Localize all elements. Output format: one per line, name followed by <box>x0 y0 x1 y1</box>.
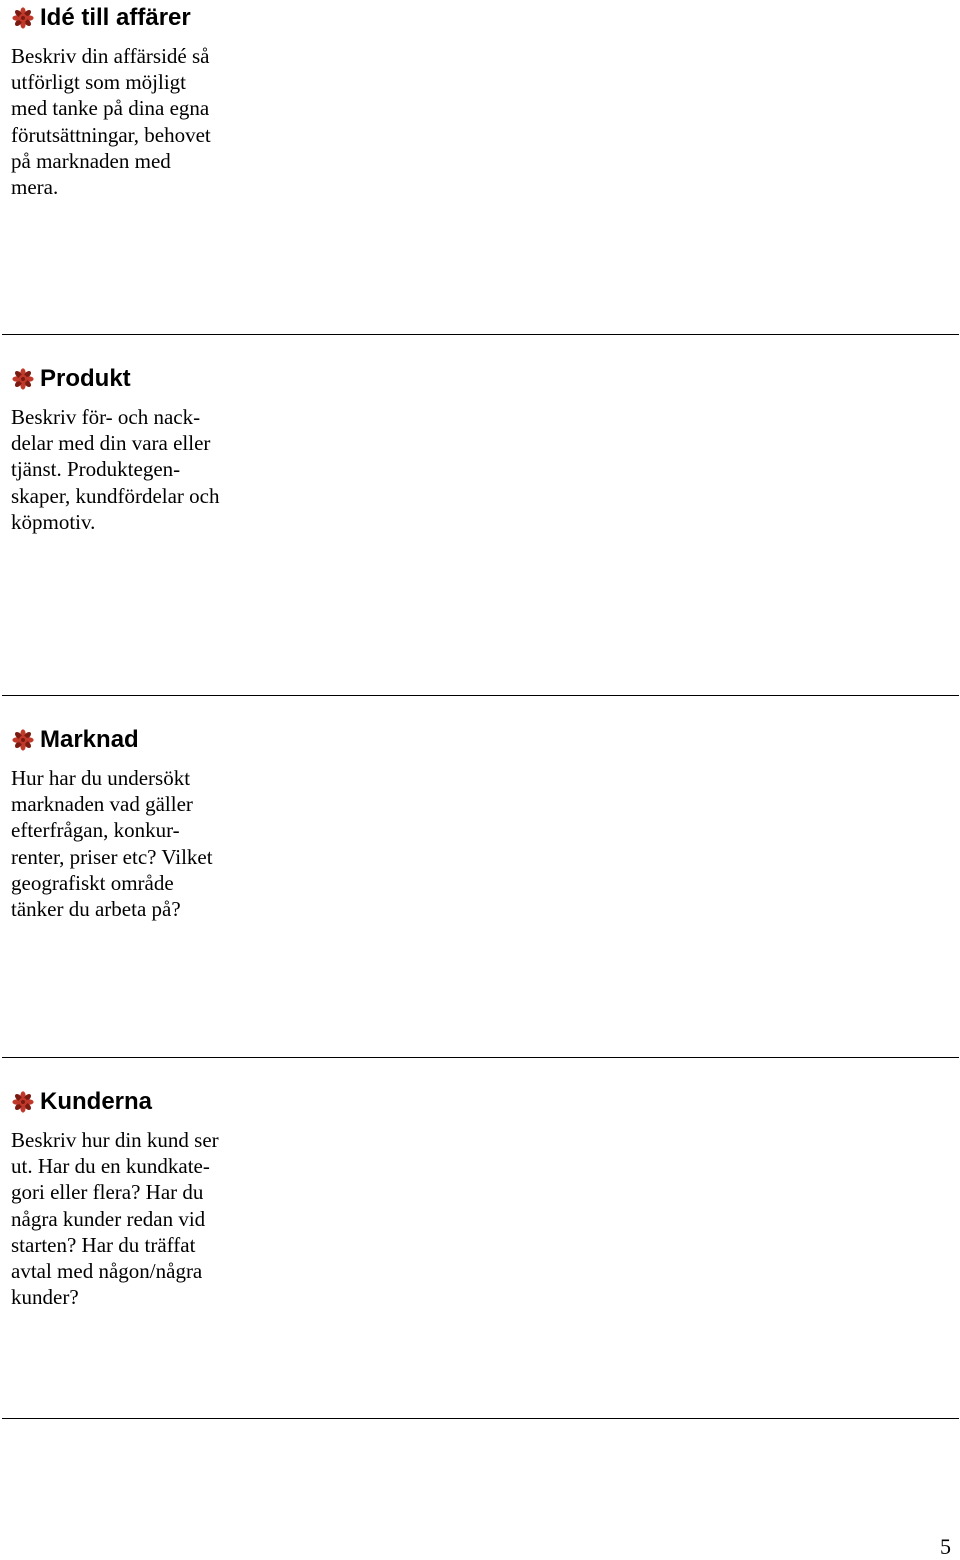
section-title: Idé till affärer <box>40 4 191 31</box>
description-line: förutsättningar, behovet <box>11 122 211 147</box>
description-line: några kunder redan vid <box>11 1206 206 1231</box>
section-header <box>12 362 131 396</box>
description-line: avtal med någon/några <box>11 1259 203 1284</box>
page-number: 5 <box>940 1534 951 1559</box>
section-description <box>11 43 251 200</box>
description-line: ut. Har du en kundkate- <box>11 1154 210 1179</box>
section-header <box>12 1 191 35</box>
section-divider <box>2 695 959 696</box>
description-line: skaper, kundfördelar och <box>11 483 220 508</box>
description-line: Beskriv hur din kund ser <box>11 1128 219 1152</box>
description-line: gori eller flera? Har du <box>11 1180 204 1205</box>
description-line: utförligt som möjligt <box>11 70 187 95</box>
description-line: köpmotiv. <box>11 509 96 534</box>
section-description <box>11 765 251 922</box>
description-line: med tanke på dina egna <box>11 96 210 121</box>
section-divider <box>2 1418 959 1419</box>
description-line: Hur har du undersökt <box>11 766 191 790</box>
section-title: Kunderna <box>40 1088 153 1115</box>
description-line: geografiskt område <box>11 870 174 895</box>
description-line: mera. <box>11 175 59 200</box>
description-line: tjänst. Produktegen- <box>11 457 181 482</box>
description-line: kunder? <box>11 1285 79 1310</box>
description-line: starten? Har du träffat <box>11 1232 196 1257</box>
section-description <box>11 404 251 535</box>
description-line: renter, priser etc? Vilket <box>11 844 213 869</box>
flower-bullet-icon <box>12 1091 34 1113</box>
flower-bullet-icon <box>12 7 34 29</box>
section-divider <box>2 1057 959 1058</box>
section-header <box>12 723 139 757</box>
section-title: Marknad <box>40 726 139 753</box>
description-line: Beskriv för- och nack- <box>11 405 201 429</box>
section-title: Produkt <box>40 365 131 392</box>
description-line: tänker du arbeta på? <box>11 897 181 922</box>
description-line: efterfrågan, konkur- <box>11 818 180 843</box>
description-line: delar med din vara eller <box>11 431 211 456</box>
description-line: marknaden vad gäller <box>11 792 193 817</box>
description-line: på marknaden med <box>11 148 171 173</box>
flower-bullet-icon <box>12 729 34 751</box>
description-line: Beskriv din affärsidé så <box>11 44 210 68</box>
flower-bullet-icon <box>12 368 34 390</box>
section-divider <box>2 334 959 335</box>
section-description <box>11 1127 251 1310</box>
section-header <box>12 1085 152 1119</box>
